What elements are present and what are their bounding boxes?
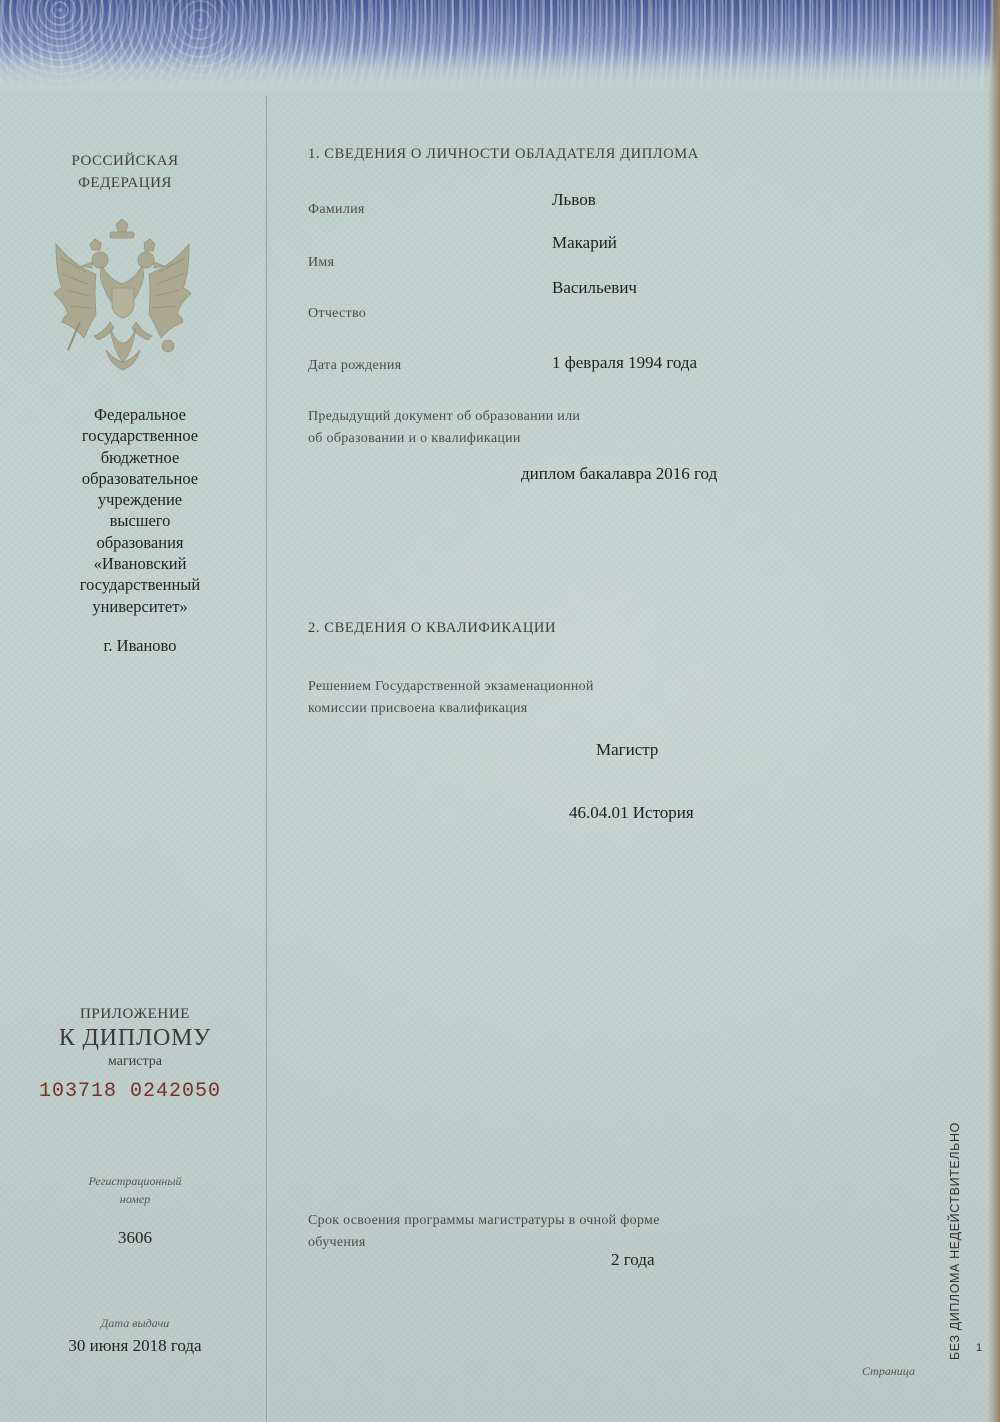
org-line: государственное [81,426,199,446]
org-line: Федеральное [94,405,186,424]
registration-label-line-2: номер [119,1192,151,1206]
patronymic-label: Отчество [308,306,367,321]
decision-label-line-1: Решением Государственной экзаменационной [308,679,594,694]
previous-document-label-line-2: об образовании и о квалификации [308,431,521,446]
previous-document-label-line-1: Предыдущий документ об образовании или [308,409,581,424]
previous-document-label [308,406,580,450]
appendix-title [30,1004,240,1072]
left-column [0,0,266,1422]
study-duration-label [308,1210,660,1254]
appendix-line-3: магистра [108,1054,162,1069]
page-label: Страница [862,1364,915,1378]
qualification-value: Магистр [596,740,659,759]
org-line: государственный [79,575,201,595]
registration-number-label [40,1172,230,1208]
section-2-heading: 2. СВЕДЕНИЯ О КВАЛИФИКАЦИИ [308,620,557,636]
org-line: образования [96,532,184,552]
decision-label-line-2: комиссии присвоена квалификация [308,701,528,716]
study-duration-label-line-1: Срок освоения программы магистратуры в очной форме [308,1213,660,1228]
org-line: образовательное [81,468,199,488]
org-line: учреждение [97,490,183,510]
org-line: «Ивановский [93,554,187,574]
institution-city: г. Иваново [103,636,177,655]
section-1-heading: 1. СВЕДЕНИЯ О ЛИЧНОСТИ ОБЛАДАТЕЛЯ ДИПЛОМА [308,146,699,162]
patronymic-value: Васильевич [552,278,637,297]
double-headed-eagle-icon [50,218,195,373]
paper-edge [988,0,1000,1422]
name-value: Макарий [552,233,617,252]
registration-number: 3606 [118,1228,152,1247]
column-divider [266,96,267,1422]
org-line: университет» [92,596,188,616]
country-line-1: РОССИЙСКАЯ [71,153,179,169]
birth-date-value: 1 февраля 1994 года [552,353,698,372]
appendix-line-2: К ДИПЛОМУ [58,1025,212,1051]
institution-name [40,404,240,617]
country-line-2: ФЕДЕРАЦИЯ [78,175,172,191]
page-number: 1 [976,1342,983,1354]
study-duration-value: 2 года [611,1250,655,1269]
birth-date-label: Дата рождения [308,358,402,373]
decision-label [308,676,594,720]
name-label: Имя [308,255,335,270]
study-duration-label-line-2: обучения [308,1235,366,1250]
surname-label: Фамилия [308,202,365,217]
registration-label-line-1: Регистрационный [88,1174,182,1188]
serial-number: 103718 0242050 [38,1080,222,1103]
issue-date-label: Дата выдачи [100,1316,170,1330]
program-value: 46.04.01 История [569,803,694,822]
validity-note: БЕЗ ДИПЛОМА НЕДЕЙСТВИТЕЛЬНО [948,1122,962,1360]
previous-document-value: диплом бакалавра 2016 год [521,464,718,483]
surname-value: Львов [552,190,596,209]
country-title [40,150,210,194]
issue-date: 30 июня 2018 года [68,1336,202,1355]
org-line: бюджетное [100,447,180,467]
org-line: высшего [109,511,171,531]
appendix-line-1: ПРИЛОЖЕНИЕ [79,1006,191,1022]
